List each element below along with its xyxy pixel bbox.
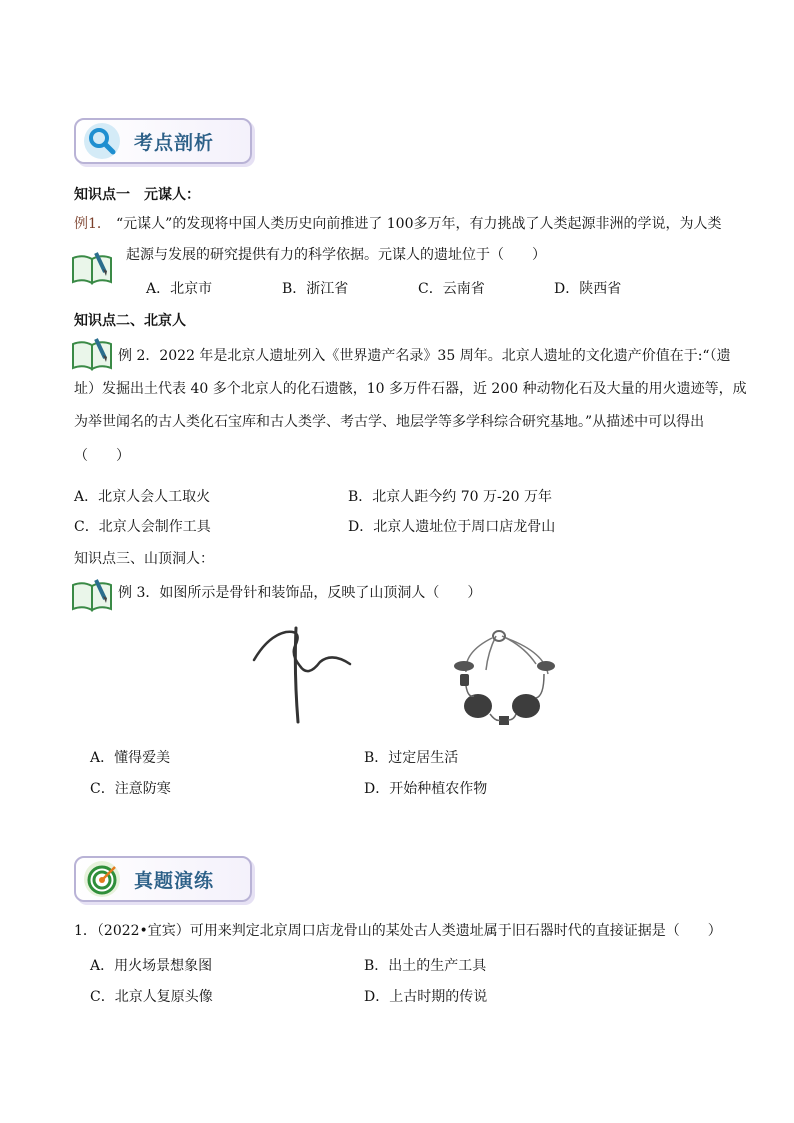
book-pencil-icon <box>70 336 116 372</box>
kp2-question-line2: 址）发掘出土代表 40 多个北京人的化石遗骸，10 多万件石器，近 200 种动物化石及大量的用火遗迹等，成 <box>74 381 747 397</box>
kp2-question-line3: 为举世闻名的古人类化石宝库和古人类学、考古学、地层学等多学科综合研究基地。”从描述中可以得出 <box>74 414 705 430</box>
section-banner-analysis <box>74 118 252 164</box>
kp3-option-c: C．注意防寒 <box>90 781 171 797</box>
kp1-question-number: 例1． <box>74 216 111 232</box>
kp3-question-line1: 例 3．如图所示是骨针和装饰品，反映了山顶洞人（ ） <box>118 585 482 601</box>
kp2-question-line1: 例 2．2022 年是北京人遗址列入《世界遗产名录》35 周年。北京人遗址的文化遗产价值在于:“（遗 <box>118 348 731 364</box>
kp1-option-a: A．北京市 <box>146 281 213 297</box>
practice-question-line1: 1．（2022•宜宾）可用来判定北京周口店龙骨山的某处古人类遗址属于旧石器时代的直接证据是（ ） <box>74 923 722 939</box>
kp3-heading: 知识点三、山顶洞人： <box>74 551 214 567</box>
kp2-heading: 知识点二、北京人 <box>74 313 186 329</box>
kp2-question-line4: （ ） <box>74 448 130 464</box>
practice-option-c: C．北京人复原头像 <box>90 989 213 1005</box>
section-banner-practice <box>74 856 252 902</box>
kp1-option-c: C．云南省 <box>418 281 485 297</box>
kp1-question-line1: “元谋人”的发现将中国人类历史向前推进了 100多万年，有力挑战了人类起源非洲的学说，为人类 <box>116 216 722 232</box>
book-pencil-icon <box>70 577 116 613</box>
practice-option-a: A．用火场景想象图 <box>90 958 213 974</box>
section-title-analysis: 考点剖析 <box>134 132 215 154</box>
kp2-option-d: D．北京人遗址位于周口店龙骨山 <box>348 519 556 535</box>
kp3-option-d: D．开始种植农作物 <box>364 781 488 797</box>
kp2-option-b: B．北京人距今约 70 万-20 万年 <box>348 489 552 505</box>
magnifier-icon <box>84 123 120 159</box>
kp3-option-a: A．懂得爱美 <box>90 750 171 766</box>
book-pencil-icon <box>70 250 116 286</box>
ornament-necklace-figure <box>444 622 564 730</box>
practice-option-d: D．上古时期的传说 <box>364 989 488 1005</box>
kp1-option-b: B．浙江省 <box>282 281 349 297</box>
kp1-option-d: D．陕西省 <box>554 281 622 297</box>
practice-option-b: B．出土的生产工具 <box>364 958 487 974</box>
bone-needle-figure <box>250 622 360 730</box>
kp2-option-a: A．北京人会人工取火 <box>74 489 211 505</box>
kp1-heading: 知识点一 元谋人： <box>74 187 200 203</box>
target-icon <box>84 861 120 897</box>
kp1-question-line2: 起源与发展的研究提供有力的科学依据。元谋人的遗址位于（ ） <box>126 247 546 263</box>
section-title-practice: 真题演练 <box>134 870 215 892</box>
kp3-option-b: B．过定居生活 <box>364 750 459 766</box>
kp2-option-c: C．北京人会制作工具 <box>74 519 211 535</box>
